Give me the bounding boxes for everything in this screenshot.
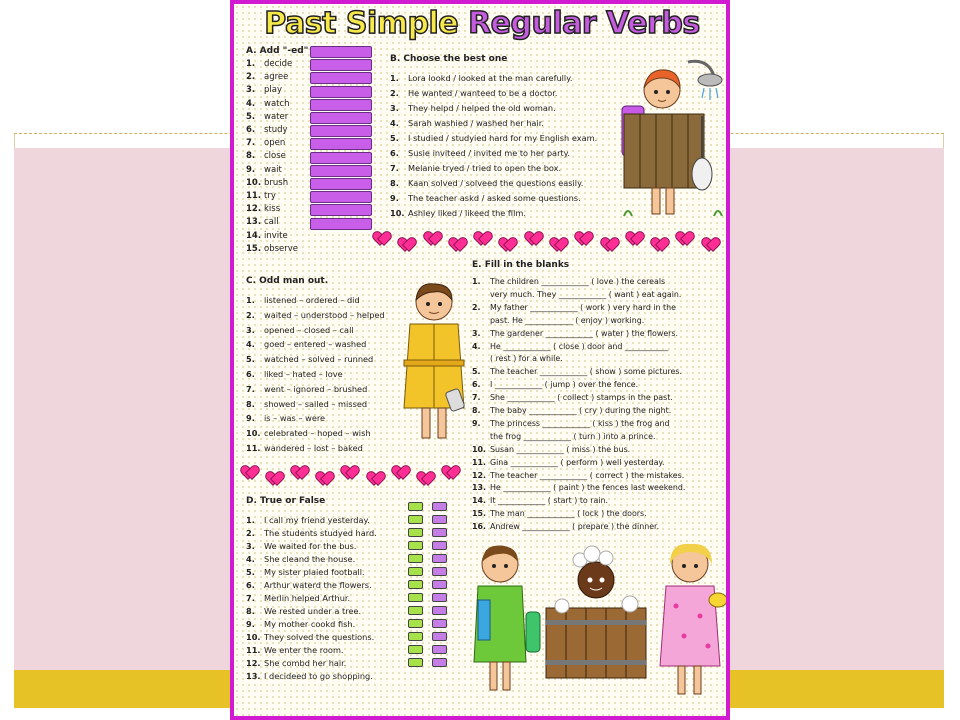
false-box[interactable]	[432, 528, 447, 537]
section-e-item	[472, 353, 563, 365]
item-number: 10.	[472, 444, 486, 454]
answer-box[interactable]	[310, 72, 372, 84]
item-text: I call my friend yesterday.	[264, 515, 370, 525]
item-number: 9.	[246, 619, 255, 629]
heart-icon	[399, 238, 413, 250]
item-number: 10.	[246, 632, 261, 642]
section-a-item	[246, 243, 298, 255]
section-c-item	[246, 412, 325, 424]
true-box[interactable]	[408, 554, 423, 563]
heart-icon	[602, 238, 616, 250]
item-text: invite	[264, 230, 288, 241]
section-a-item	[246, 137, 285, 149]
section-e-item	[472, 392, 673, 404]
item-number: 10.	[390, 208, 405, 218]
answer-box[interactable]	[310, 178, 372, 190]
heart-icon	[652, 238, 666, 250]
answer-box[interactable]	[310, 204, 372, 216]
item-text: Kaan solved / solveed the questions easily.	[408, 178, 584, 188]
item-text: watch	[264, 98, 290, 109]
item-text: call	[264, 217, 279, 228]
item-text: the frog ____________ ( turn ) into a prince.	[490, 431, 656, 441]
heart-icon	[443, 466, 457, 478]
item-text: liked – hated – love	[264, 369, 343, 379]
item-number: 6.	[246, 580, 255, 590]
section-c-item	[246, 353, 373, 365]
worksheet-title	[240, 6, 724, 42]
section-c-item	[246, 294, 360, 306]
heart-icon	[677, 232, 691, 244]
item-number: 4.	[246, 339, 255, 350]
item-number: 1.	[246, 515, 255, 525]
section-c-item	[246, 338, 366, 350]
section-e-item	[472, 315, 644, 327]
item-text: They helpd / helped the old woman.	[408, 103, 556, 113]
heart-icon	[576, 232, 590, 244]
answer-box[interactable]	[310, 152, 372, 164]
section-c-item	[246, 427, 371, 439]
false-box[interactable]	[432, 593, 447, 602]
heart-icon	[425, 232, 439, 244]
item-text: waited – understood – helped	[264, 309, 385, 320]
section-c	[246, 276, 396, 456]
worksheet	[230, 0, 730, 720]
false-box[interactable]	[432, 606, 447, 615]
item-number: 14.	[472, 496, 486, 506]
false-box[interactable]	[432, 541, 447, 550]
item-number: 8.	[246, 606, 255, 616]
section-e-item	[472, 457, 664, 469]
answer-box[interactable]	[310, 218, 372, 230]
item-number: 6.	[390, 148, 399, 158]
answer-box[interactable]	[310, 112, 372, 124]
section-b-item	[390, 192, 581, 204]
section-d-item	[246, 631, 374, 643]
item-text: showed – sailed – missed	[264, 398, 368, 409]
item-number: 9.	[472, 418, 481, 428]
section-e-item	[472, 366, 682, 378]
section-d-item	[246, 566, 365, 578]
item-text: wandered – lost – baked	[264, 443, 363, 453]
true-box[interactable]	[408, 632, 423, 641]
item-number: 7.	[472, 393, 481, 403]
item-text: Ashley liked / likeed the film.	[408, 208, 526, 218]
section-e-item	[472, 521, 659, 533]
section-e	[472, 260, 722, 540]
item-number: 8.	[472, 406, 481, 415]
item-number: 9.	[246, 164, 256, 175]
item-text: Susan ____________ ( miss ) the bus.	[490, 444, 631, 454]
section-c-item	[246, 309, 385, 321]
section-b-item	[390, 132, 597, 144]
section-b-item	[390, 162, 561, 174]
section-a-item	[246, 230, 288, 242]
item-text: opened – closed – call	[264, 324, 354, 335]
item-number: 9.	[390, 193, 399, 203]
section-b-item	[390, 87, 558, 99]
section-a-item	[246, 164, 282, 176]
item-text: Sarah washied / washed her hair.	[408, 118, 544, 128]
item-number: 2.	[246, 72, 256, 83]
section-e-item	[472, 431, 656, 443]
true-box[interactable]	[408, 515, 423, 524]
answer-box[interactable]	[310, 138, 372, 150]
section-b-item	[390, 102, 556, 114]
section-b-heading: B. Choose the best one	[390, 54, 508, 64]
section-c-item	[246, 383, 367, 395]
true-box[interactable]	[408, 528, 423, 537]
item-number: 4.	[390, 118, 399, 128]
item-text: Merlin helped Arthur.	[264, 593, 351, 603]
item-text: went – ignored – brushed	[264, 383, 368, 394]
answer-box[interactable]	[310, 165, 372, 177]
heart-icon	[551, 238, 565, 250]
item-text: The teacher ____________ ( correct ) the mistakes.	[490, 470, 685, 480]
item-text: The teacher ____________ ( show ) some pictures.	[490, 367, 683, 377]
title-part-1: Past Simple	[264, 6, 459, 41]
item-text: try	[264, 191, 276, 201]
section-d-item	[246, 605, 361, 617]
section-a-item	[246, 203, 280, 215]
section-e-item	[472, 379, 638, 391]
section-a-item	[246, 216, 279, 228]
section-d-item	[246, 540, 356, 552]
item-text: The princess ____________ ( kiss ) the frog and	[490, 418, 670, 428]
true-box[interactable]	[408, 502, 423, 511]
section-c-item	[246, 368, 343, 380]
section-d-item	[246, 527, 377, 539]
item-text: wait	[264, 164, 282, 175]
item-text: I decideed to go shopping.	[264, 671, 373, 681]
section-b-item	[390, 177, 583, 189]
heart-icon	[242, 466, 256, 478]
item-text: The man ____________ ( lock ) the doors.	[490, 509, 647, 519]
true-box[interactable]	[408, 606, 423, 615]
item-text: She cleand the house.	[264, 554, 356, 564]
shower-girl-illustration	[618, 56, 730, 224]
false-box[interactable]	[432, 515, 447, 524]
section-c-item	[246, 442, 363, 454]
item-number: 11.	[246, 443, 261, 453]
item-text: ( rest ) for a while.	[490, 354, 563, 364]
false-box[interactable]	[432, 658, 447, 667]
item-text: Gina ____________ ( perform ) well yesterday.	[490, 457, 665, 467]
item-text: We rested under a tree.	[264, 606, 362, 616]
answer-box[interactable]	[310, 125, 372, 137]
answer-box[interactable]	[310, 99, 372, 111]
true-box[interactable]	[408, 658, 423, 667]
item-text: He ____________ ( close ) door and ___________	[490, 341, 669, 351]
item-number: 1.	[472, 277, 481, 286]
section-d	[246, 496, 396, 686]
section-e-item	[472, 508, 647, 520]
section-b	[390, 54, 620, 224]
item-number: 3.	[390, 103, 399, 113]
item-text: goed – entered – washed	[264, 339, 367, 350]
heart-icon	[475, 232, 489, 244]
item-number: 14.	[246, 230, 262, 241]
item-number: 4.	[246, 98, 256, 109]
item-text: past. He ____________ ( enjoy ) working.	[490, 315, 645, 325]
item-number: 2.	[472, 302, 481, 312]
heart-icon	[500, 238, 514, 250]
item-number: 1.	[246, 295, 255, 305]
item-number: 11.	[246, 645, 261, 655]
item-number: 12.	[246, 658, 261, 668]
item-number: 6.	[246, 125, 256, 135]
item-text: agree	[264, 72, 289, 83]
item-text: She ____________ ( collect ) stamps in the past.	[490, 393, 673, 403]
item-number: 8.	[246, 398, 255, 409]
true-box[interactable]	[408, 541, 423, 550]
heart-icon	[368, 472, 382, 484]
answer-box[interactable]	[310, 191, 372, 203]
false-box[interactable]	[432, 554, 447, 563]
bath-children-illustration	[470, 536, 728, 716]
section-c-item	[246, 324, 354, 336]
heart-icon	[342, 466, 356, 478]
section-a-heading: A. Add "-ed"	[246, 46, 309, 56]
false-box[interactable]	[432, 502, 447, 511]
heart-icon	[450, 238, 464, 250]
section-d-item	[246, 514, 370, 526]
section-e-item	[472, 495, 608, 507]
item-number: 7.	[246, 593, 255, 603]
section-d-item	[246, 644, 344, 656]
item-text: My father ____________ ( work ) very hard in the	[490, 302, 676, 312]
item-text: They solved the questions.	[264, 632, 375, 642]
item-text: Andrew ____________ ( prepare ) the dinner.	[490, 522, 660, 532]
section-b-item	[390, 117, 544, 129]
section-e-item	[472, 482, 685, 494]
title-part-2: Regular Verbs	[468, 6, 700, 41]
item-number: 6.	[472, 380, 481, 390]
item-number: 1.	[246, 59, 256, 69]
item-text: We waited for the bus.	[264, 541, 357, 551]
item-number: 12.	[246, 204, 262, 215]
heart-icon	[627, 232, 641, 244]
section-d-heading: D. True or False	[246, 496, 326, 506]
false-box[interactable]	[432, 645, 447, 654]
item-number: 5.	[390, 133, 399, 143]
item-text: water	[264, 111, 289, 122]
section-b-item	[390, 147, 570, 159]
section-d-item	[246, 592, 350, 604]
item-text: She combd her hair.	[264, 658, 347, 668]
section-e-item	[472, 405, 671, 417]
false-box[interactable]	[432, 580, 447, 589]
heart-icon	[703, 238, 717, 250]
item-text: The baby ____________ ( cry ) during the night.	[490, 406, 672, 415]
item-text: open	[264, 138, 286, 149]
item-number: 2.	[390, 88, 399, 98]
item-text: brush	[264, 177, 289, 188]
item-number: 3.	[246, 541, 255, 551]
section-a-item	[246, 124, 288, 136]
item-text: My mother cookd fish.	[264, 619, 356, 629]
section-a	[246, 46, 376, 261]
section-a-item	[246, 150, 286, 162]
item-text: decide	[264, 59, 293, 69]
answer-box[interactable]	[310, 86, 372, 98]
true-box[interactable]	[408, 593, 423, 602]
section-e-item	[472, 276, 665, 288]
section-e-item	[472, 289, 681, 301]
item-text: play	[264, 85, 282, 96]
bathrobe-boy-illustration	[394, 280, 474, 450]
item-text: is – was – were	[264, 413, 326, 424]
item-number: 2.	[246, 309, 255, 320]
section-d-item	[246, 618, 355, 630]
item-number: 3.	[472, 328, 481, 338]
section-a-item	[246, 71, 288, 83]
item-text: I studied / studyied hard for my English exam.	[408, 133, 598, 143]
heart-icon	[374, 232, 388, 244]
section-e-item	[472, 341, 668, 353]
section-a-item	[246, 190, 276, 202]
heart-icon	[393, 466, 407, 478]
item-number: 13.	[246, 217, 262, 228]
true-box[interactable]	[408, 567, 423, 576]
item-number: 16.	[472, 522, 486, 532]
section-a-item	[246, 111, 288, 123]
item-text: very much. They ____________ ( want ) eat again.	[490, 289, 682, 299]
item-number: 8.	[390, 178, 399, 188]
heart-icon	[292, 466, 306, 478]
item-number: 15.	[246, 243, 262, 254]
section-d-item	[246, 553, 355, 565]
item-number: 5.	[246, 111, 256, 122]
item-number: 7.	[390, 163, 399, 173]
item-number: 11.	[472, 457, 486, 467]
section-a-item	[246, 98, 290, 110]
section-c-item	[246, 398, 367, 410]
item-number: 3.	[246, 324, 255, 335]
true-box[interactable]	[408, 645, 423, 654]
heart-icon	[267, 472, 281, 484]
heart-icon	[526, 232, 540, 244]
item-text: My sister plaied football.	[264, 567, 365, 577]
item-number: 5.	[246, 354, 255, 365]
section-d-item	[246, 579, 372, 591]
section-e-item	[472, 302, 676, 314]
item-number: 4.	[246, 554, 255, 564]
heart-icon	[418, 472, 432, 484]
item-number: 1.	[390, 73, 399, 83]
item-number: 5.	[246, 567, 255, 577]
section-e-item	[472, 418, 670, 430]
item-number: 7.	[246, 138, 256, 149]
section-e-item	[472, 470, 684, 482]
item-number: 13.	[472, 483, 486, 493]
item-text: We enter the room.	[264, 645, 344, 655]
item-number: 5.	[472, 367, 481, 377]
item-text: listened – ordered – did	[264, 295, 360, 305]
section-e-heading: E. Fill in the blanks	[472, 260, 570, 270]
item-number: 11.	[246, 191, 262, 201]
false-box[interactable]	[432, 632, 447, 641]
item-number: 6.	[246, 369, 255, 379]
section-b-item	[390, 207, 526, 219]
section-b-item	[390, 72, 572, 84]
section-a-item	[246, 84, 282, 96]
item-text: watched – solved – runned	[264, 354, 374, 365]
item-text: kiss	[264, 204, 281, 215]
section-a-item	[246, 177, 288, 189]
item-text: close	[264, 151, 286, 162]
item-text: observe	[264, 243, 299, 254]
section-e-item	[472, 328, 678, 340]
item-text: He wanted / wanteed to be a doctor.	[408, 88, 558, 98]
section-c-heading: C. Odd man out.	[246, 276, 329, 286]
item-number: 15.	[472, 509, 486, 519]
true-box[interactable]	[408, 619, 423, 628]
item-text: celebrated – hoped – wish	[264, 428, 371, 439]
item-text: It ____________ ( start ) to rain.	[490, 496, 609, 506]
item-text: He ____________ ( paint ) the fences last weekend.	[490, 483, 686, 493]
item-number: 9.	[246, 413, 255, 424]
heart-border-middle	[242, 464, 468, 486]
item-number: 7.	[246, 383, 255, 394]
item-text: Susie inviteed / invited me to her party.	[408, 148, 570, 158]
item-number: 2.	[246, 528, 255, 538]
item-number: 12.	[472, 470, 486, 480]
item-text: study	[264, 125, 288, 135]
item-text: The students studyed hard.	[264, 528, 377, 538]
heart-border-top	[374, 230, 728, 252]
item-number: 3.	[246, 85, 256, 96]
item-text: Arthur waterd the flowers.	[264, 580, 372, 590]
item-number: 4.	[472, 341, 481, 351]
item-number: 10.	[246, 177, 262, 188]
item-number: 13.	[246, 671, 261, 681]
item-text: Lora lookd / looked at the man carefully.	[408, 73, 573, 83]
heart-icon	[317, 472, 331, 484]
item-number: 8.	[246, 151, 256, 162]
section-d-item	[246, 670, 373, 682]
item-text: The gardener ____________ ( water ) the flowers.	[490, 328, 679, 338]
item-text: The children ____________ ( love ) the cereals	[490, 277, 666, 286]
true-box[interactable]	[408, 580, 423, 589]
false-box[interactable]	[432, 619, 447, 628]
section-d-item	[246, 657, 346, 669]
section-a-item	[246, 58, 292, 70]
answer-box[interactable]	[310, 59, 372, 71]
false-box[interactable]	[432, 567, 447, 576]
item-number: 10.	[246, 428, 261, 439]
item-text: The teacher askd / asked some questions.	[408, 193, 581, 203]
section-e-item	[472, 444, 630, 456]
item-text: I ____________ ( jump ) over the fence.	[490, 380, 639, 390]
item-text: Melanie tryed / tried to open the box.	[408, 163, 562, 173]
answer-box[interactable]	[310, 46, 372, 58]
